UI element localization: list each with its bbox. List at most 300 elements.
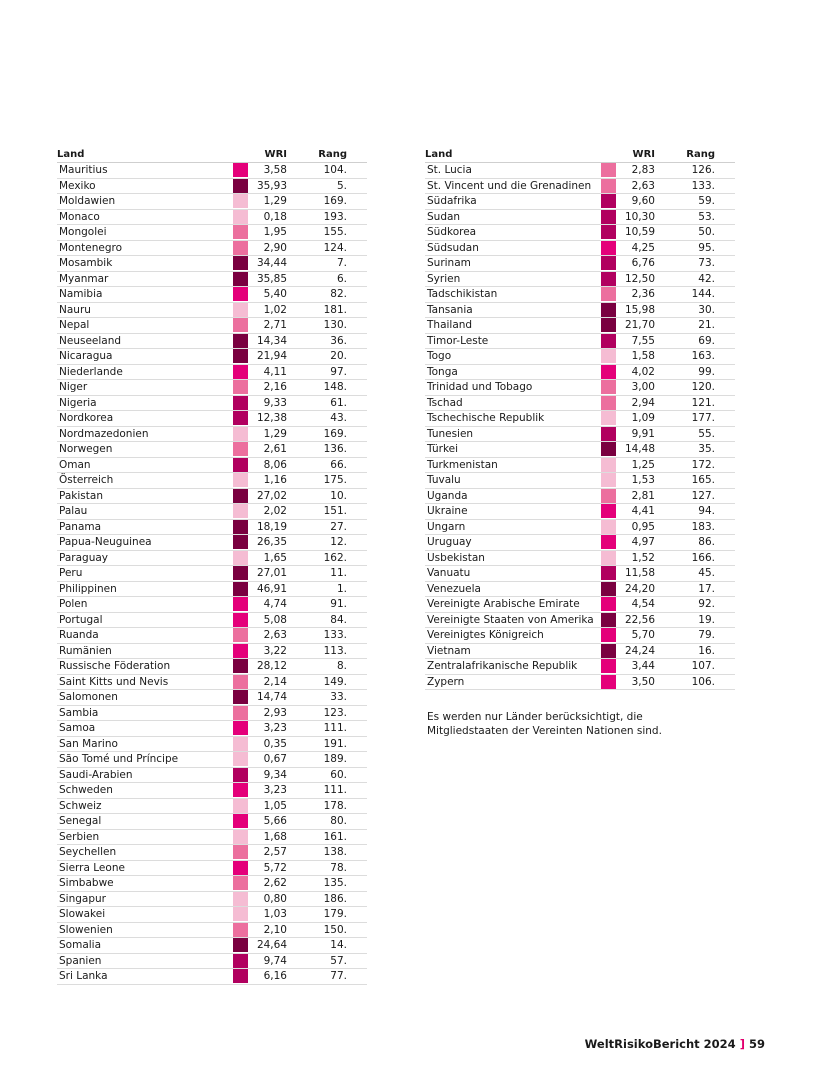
rank-value: 148. xyxy=(290,380,367,396)
country-name: Oman xyxy=(57,457,231,473)
wri-value: 1,16 xyxy=(249,473,290,489)
page-footer xyxy=(585,1037,765,1051)
rank-value: 149. xyxy=(290,674,367,690)
table-row xyxy=(57,860,367,876)
rank-value: 45. xyxy=(658,566,735,582)
risk-class-swatch xyxy=(233,256,248,270)
country-name: Slowakei xyxy=(57,907,231,923)
risk-class-cell xyxy=(231,922,249,938)
rank-value: 11. xyxy=(290,566,367,582)
rank-value: 42. xyxy=(658,271,735,287)
rank-value: 172. xyxy=(658,457,735,473)
header-land: Land xyxy=(57,148,231,163)
risk-class-cell xyxy=(599,488,617,504)
risk-class-swatch xyxy=(601,411,616,425)
country-name: Zypern xyxy=(425,674,599,690)
risk-class-cell xyxy=(231,566,249,582)
risk-class-cell xyxy=(599,256,617,272)
risk-class-cell xyxy=(231,163,249,179)
wri-value: 2,93 xyxy=(249,705,290,721)
risk-class-cell xyxy=(599,426,617,442)
risk-class-swatch xyxy=(601,303,616,317)
table-row xyxy=(57,798,367,814)
country-name: Nauru xyxy=(57,302,231,318)
table-row xyxy=(425,194,735,210)
risk-class-swatch xyxy=(233,272,248,286)
risk-class-swatch xyxy=(601,504,616,518)
rank-value: 21. xyxy=(658,318,735,334)
table-row xyxy=(57,969,367,985)
risk-class-swatch xyxy=(233,644,248,658)
rank-value: 111. xyxy=(290,721,367,737)
risk-class-swatch xyxy=(601,442,616,456)
wri-value: 0,18 xyxy=(249,209,290,225)
wri-value: 27,02 xyxy=(249,488,290,504)
risk-class-cell xyxy=(231,333,249,349)
rank-value: 151. xyxy=(290,504,367,520)
table-row xyxy=(425,426,735,442)
wri-value: 4,74 xyxy=(249,597,290,613)
table-row xyxy=(425,659,735,675)
country-name: Südafrika xyxy=(425,194,599,210)
country-name: Rumänien xyxy=(57,643,231,659)
wri-value: 26,35 xyxy=(249,535,290,551)
header-wri: WRI xyxy=(249,148,290,163)
wri-value: 9,33 xyxy=(249,395,290,411)
table-row xyxy=(57,690,367,706)
country-name: Vietnam xyxy=(425,643,599,659)
rank-value: 19. xyxy=(658,612,735,628)
risk-class-swatch xyxy=(233,535,248,549)
table-row xyxy=(57,721,367,737)
risk-class-cell xyxy=(231,907,249,923)
table-row xyxy=(425,163,735,179)
risk-class-swatch xyxy=(233,737,248,751)
risk-class-cell xyxy=(231,364,249,380)
rank-value: 57. xyxy=(290,953,367,969)
country-name: Vereinigtes Königreich xyxy=(425,628,599,644)
table-row xyxy=(57,922,367,938)
wri-value: 5,66 xyxy=(249,814,290,830)
risk-class-cell xyxy=(231,256,249,272)
wri-value: 10,59 xyxy=(617,225,658,241)
wri-value: 1,02 xyxy=(249,302,290,318)
table-row xyxy=(57,442,367,458)
country-name: Ukraine xyxy=(425,504,599,520)
country-name: Slowenien xyxy=(57,922,231,938)
table-row xyxy=(57,426,367,442)
wri-value: 5,72 xyxy=(249,860,290,876)
wri-value: 3,00 xyxy=(617,380,658,396)
country-name: Tunesien xyxy=(425,426,599,442)
wri-value: 9,60 xyxy=(617,194,658,210)
risk-class-swatch xyxy=(601,535,616,549)
table-row xyxy=(57,178,367,194)
rank-value: 183. xyxy=(658,519,735,535)
country-name: St. Vincent und die Grenadinen xyxy=(425,178,599,194)
wri-value: 4,41 xyxy=(617,504,658,520)
table-row xyxy=(425,364,735,380)
wri-value: 27,01 xyxy=(249,566,290,582)
country-name: Sri Lanka xyxy=(57,969,231,985)
table-row xyxy=(57,504,367,520)
country-name: Nordmazedonien xyxy=(57,426,231,442)
table-row xyxy=(57,349,367,365)
country-name: Polen xyxy=(57,597,231,613)
table-row xyxy=(57,566,367,582)
rank-value: 20. xyxy=(290,349,367,365)
country-name: Simbabwe xyxy=(57,876,231,892)
risk-class-cell xyxy=(231,876,249,892)
risk-class-swatch xyxy=(601,349,616,363)
wri-value: 12,38 xyxy=(249,411,290,427)
risk-class-swatch xyxy=(601,365,616,379)
rank-value: 189. xyxy=(290,752,367,768)
wri-value: 9,34 xyxy=(249,767,290,783)
rank-value: 126. xyxy=(658,163,735,179)
wri-value: 2,10 xyxy=(249,922,290,938)
risk-class-swatch xyxy=(233,659,248,673)
risk-class-cell xyxy=(231,519,249,535)
footer-bracket: ] xyxy=(739,1037,745,1051)
table-row xyxy=(425,349,735,365)
risk-class-cell xyxy=(599,550,617,566)
table-row xyxy=(57,674,367,690)
country-name: Usbekistan xyxy=(425,550,599,566)
table-row xyxy=(57,318,367,334)
wri-value: 0,80 xyxy=(249,891,290,907)
wri-value: 3,23 xyxy=(249,783,290,799)
risk-class-cell xyxy=(231,411,249,427)
country-name: Südsudan xyxy=(425,240,599,256)
country-name: Norwegen xyxy=(57,442,231,458)
risk-class-cell xyxy=(599,302,617,318)
country-name: Österreich xyxy=(57,473,231,489)
risk-class-cell xyxy=(599,287,617,303)
wri-value: 21,70 xyxy=(617,318,658,334)
wri-value: 2,83 xyxy=(617,163,658,179)
rank-value: 191. xyxy=(290,736,367,752)
country-name: Vereinigte Staaten von Amerika xyxy=(425,612,599,628)
country-name: São Tomé und Príncipe xyxy=(57,752,231,768)
risk-class-swatch xyxy=(601,194,616,208)
table-row xyxy=(57,488,367,504)
wri-value: 3,50 xyxy=(617,674,658,690)
rank-value: 59. xyxy=(658,194,735,210)
risk-class-swatch xyxy=(233,799,248,813)
country-name: Singapur xyxy=(57,891,231,907)
rank-value: 123. xyxy=(290,705,367,721)
risk-class-cell xyxy=(599,504,617,520)
risk-class-cell xyxy=(231,426,249,442)
country-name: Türkei xyxy=(425,442,599,458)
risk-class-swatch xyxy=(601,380,616,394)
risk-class-cell xyxy=(231,194,249,210)
risk-class-cell xyxy=(231,674,249,690)
risk-class-swatch xyxy=(233,194,248,208)
table-row xyxy=(57,891,367,907)
rank-value: 106. xyxy=(658,674,735,690)
table-row xyxy=(57,767,367,783)
wri-value: 28,12 xyxy=(249,659,290,675)
table-row xyxy=(425,442,735,458)
risk-class-swatch xyxy=(601,272,616,286)
wri-value: 2,63 xyxy=(617,178,658,194)
risk-class-cell xyxy=(599,612,617,628)
table-row xyxy=(425,597,735,613)
rank-value: 127. xyxy=(658,488,735,504)
rank-value: 33. xyxy=(290,690,367,706)
risk-class-swatch xyxy=(601,473,616,487)
risk-class-cell xyxy=(231,473,249,489)
risk-class-cell xyxy=(231,612,249,628)
country-name: Spanien xyxy=(57,953,231,969)
table-row xyxy=(57,519,367,535)
wri-value: 7,55 xyxy=(617,333,658,349)
wri-value: 2,94 xyxy=(617,395,658,411)
table-row xyxy=(57,225,367,241)
risk-class-cell xyxy=(231,302,249,318)
risk-class-cell xyxy=(231,240,249,256)
risk-table-left xyxy=(57,148,367,985)
risk-class-cell xyxy=(599,178,617,194)
risk-class-swatch xyxy=(601,396,616,410)
table-row xyxy=(425,271,735,287)
risk-class-cell xyxy=(599,457,617,473)
rank-value: 73. xyxy=(658,256,735,272)
wri-value: 2,62 xyxy=(249,876,290,892)
wri-value: 1,05 xyxy=(249,798,290,814)
rank-value: 55. xyxy=(658,426,735,442)
risk-class-cell xyxy=(231,318,249,334)
risk-class-cell xyxy=(231,225,249,241)
risk-class-swatch xyxy=(233,752,248,766)
rank-value: 77. xyxy=(290,969,367,985)
risk-class-cell xyxy=(599,333,617,349)
risk-class-cell xyxy=(231,395,249,411)
risk-class-swatch xyxy=(233,241,248,255)
rank-value: 10. xyxy=(290,488,367,504)
header-land: Land xyxy=(425,148,599,163)
country-name: Montenegro xyxy=(57,240,231,256)
country-name: Togo xyxy=(425,349,599,365)
risk-class-cell xyxy=(231,953,249,969)
rank-value: 104. xyxy=(290,163,367,179)
risk-class-cell xyxy=(599,628,617,644)
rank-value: 8. xyxy=(290,659,367,675)
table-row xyxy=(425,318,735,334)
risk-class-cell xyxy=(599,566,617,582)
country-name: Mongolei xyxy=(57,225,231,241)
table-row xyxy=(57,333,367,349)
rank-value: 165. xyxy=(658,473,735,489)
wri-value: 2,02 xyxy=(249,504,290,520)
country-name: Tschechische Republik xyxy=(425,411,599,427)
risk-class-cell xyxy=(231,535,249,551)
risk-class-swatch xyxy=(233,783,248,797)
rank-value: 186. xyxy=(290,891,367,907)
rank-value: 92. xyxy=(658,597,735,613)
country-name: Namibia xyxy=(57,287,231,303)
risk-class-swatch xyxy=(233,613,248,627)
table-row xyxy=(425,674,735,690)
risk-class-cell xyxy=(231,860,249,876)
risk-class-swatch xyxy=(233,318,248,332)
country-name: Turkmenistan xyxy=(425,457,599,473)
rank-value: 150. xyxy=(290,922,367,938)
risk-class-cell xyxy=(599,519,617,535)
rank-value: 12. xyxy=(290,535,367,551)
risk-class-swatch xyxy=(233,768,248,782)
table-row xyxy=(425,643,735,659)
country-name: Tadschikistan xyxy=(425,287,599,303)
country-name: Moldawien xyxy=(57,194,231,210)
rank-value: 133. xyxy=(290,628,367,644)
risk-class-cell xyxy=(231,845,249,861)
wri-value: 9,91 xyxy=(617,426,658,442)
rank-value: 130. xyxy=(290,318,367,334)
risk-class-swatch xyxy=(233,690,248,704)
table-row xyxy=(57,364,367,380)
table-row xyxy=(425,488,735,504)
table-row xyxy=(425,240,735,256)
country-name: Saudi-Arabien xyxy=(57,767,231,783)
rank-value: 193. xyxy=(290,209,367,225)
table-row xyxy=(57,938,367,954)
wri-value: 35,93 xyxy=(249,178,290,194)
risk-class-swatch xyxy=(601,566,616,580)
risk-class-swatch xyxy=(233,861,248,875)
country-name: Trinidad und Tobago xyxy=(425,380,599,396)
rank-value: 1. xyxy=(290,581,367,597)
risk-class-swatch xyxy=(601,613,616,627)
risk-class-swatch xyxy=(601,628,616,642)
wri-value: 3,44 xyxy=(617,659,658,675)
rank-value: 36. xyxy=(290,333,367,349)
risk-class-swatch xyxy=(601,659,616,673)
country-name: Serbien xyxy=(57,829,231,845)
country-name: Niederlande xyxy=(57,364,231,380)
country-name: Paraguay xyxy=(57,550,231,566)
risk-class-cell xyxy=(231,798,249,814)
rank-value: 113. xyxy=(290,643,367,659)
table-row xyxy=(425,504,735,520)
wri-value: 21,94 xyxy=(249,349,290,365)
wri-value: 5,08 xyxy=(249,612,290,628)
country-name: Vereinigte Arabische Emirate xyxy=(425,597,599,613)
risk-class-swatch xyxy=(233,287,248,301)
risk-class-swatch xyxy=(233,582,248,596)
rank-value: 124. xyxy=(290,240,367,256)
risk-class-cell xyxy=(231,628,249,644)
country-name: Surinam xyxy=(425,256,599,272)
risk-class-swatch xyxy=(601,318,616,332)
risk-class-swatch xyxy=(233,458,248,472)
wri-value: 3,23 xyxy=(249,721,290,737)
risk-class-swatch xyxy=(233,845,248,859)
wri-value: 1,29 xyxy=(249,194,290,210)
wri-value: 14,34 xyxy=(249,333,290,349)
risk-class-cell xyxy=(599,225,617,241)
wri-value: 1,95 xyxy=(249,225,290,241)
risk-class-swatch xyxy=(233,210,248,224)
risk-class-swatch xyxy=(601,163,616,177)
country-name: Panama xyxy=(57,519,231,535)
country-name: Palau xyxy=(57,504,231,520)
risk-class-swatch xyxy=(233,473,248,487)
wri-value: 2,36 xyxy=(617,287,658,303)
wri-value: 46,91 xyxy=(249,581,290,597)
risk-class-cell xyxy=(231,969,249,985)
country-name: Mauritius xyxy=(57,163,231,179)
risk-class-cell xyxy=(231,752,249,768)
rank-value: 166. xyxy=(658,550,735,566)
risk-class-cell xyxy=(599,364,617,380)
table-row xyxy=(57,395,367,411)
table-row xyxy=(425,178,735,194)
risk-class-cell xyxy=(231,178,249,194)
table-header-row xyxy=(57,148,367,163)
risk-table-right xyxy=(425,148,735,690)
wri-value: 1,03 xyxy=(249,907,290,923)
country-name: Neuseeland xyxy=(57,333,231,349)
country-name: Nepal xyxy=(57,318,231,334)
risk-class-swatch xyxy=(233,938,248,952)
risk-class-swatch xyxy=(601,489,616,503)
country-name: Nicaragua xyxy=(57,349,231,365)
table-row xyxy=(425,519,735,535)
risk-class-swatch xyxy=(601,551,616,565)
country-name: Mosambik xyxy=(57,256,231,272)
risk-class-swatch xyxy=(601,582,616,596)
table-row xyxy=(425,333,735,349)
risk-class-cell xyxy=(231,736,249,752)
risk-class-swatch xyxy=(601,520,616,534)
country-name: Saint Kitts und Nevis xyxy=(57,674,231,690)
risk-class-swatch xyxy=(601,225,616,239)
risk-class-cell xyxy=(231,721,249,737)
rank-value: 135. xyxy=(290,876,367,892)
risk-class-swatch xyxy=(233,892,248,906)
risk-class-swatch xyxy=(601,458,616,472)
country-name: Sudan xyxy=(425,209,599,225)
table-row xyxy=(425,256,735,272)
risk-class-cell xyxy=(599,209,617,225)
country-name: Tansania xyxy=(425,302,599,318)
country-name: San Marino xyxy=(57,736,231,752)
risk-class-cell xyxy=(231,705,249,721)
table-row xyxy=(425,473,735,489)
risk-class-swatch xyxy=(601,675,616,689)
rank-value: 79. xyxy=(658,628,735,644)
rank-value: 60. xyxy=(290,767,367,783)
table-row xyxy=(425,612,735,628)
risk-class-swatch xyxy=(233,566,248,580)
risk-class-swatch xyxy=(233,706,248,720)
table-row xyxy=(57,535,367,551)
wri-value: 5,70 xyxy=(617,628,658,644)
risk-class-cell xyxy=(231,349,249,365)
risk-class-swatch xyxy=(233,597,248,611)
country-name: Tuvalu xyxy=(425,473,599,489)
report-title: WeltRisikoBericht 2024 xyxy=(584,1037,736,1051)
risk-class-cell xyxy=(599,473,617,489)
wri-value: 0,35 xyxy=(249,736,290,752)
risk-class-swatch xyxy=(233,442,248,456)
risk-class-swatch xyxy=(233,551,248,565)
country-name: St. Lucia xyxy=(425,163,599,179)
wri-value: 1,09 xyxy=(617,411,658,427)
